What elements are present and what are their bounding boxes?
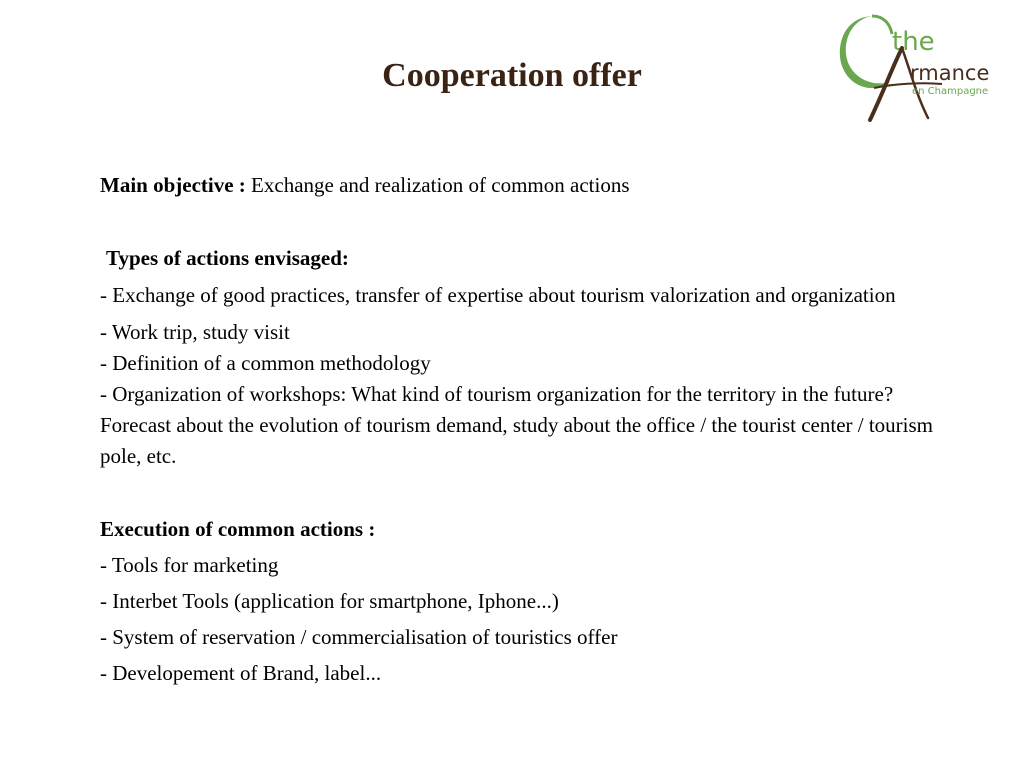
main-objective-text: Exchange and realization of common actions: [245, 173, 630, 197]
types-heading: Types of actions envisaged:: [106, 246, 349, 270]
execution-item: - Developement of Brand, label...: [100, 661, 382, 685]
logo-word-rmance: rmance: [910, 61, 990, 85]
types-item: - Exchange of good practices, transfer of expertise about tourism valorization and organization: [100, 283, 896, 307]
othe-armance-logo: [832, 8, 992, 124]
main-objective-label: Main objective :: [100, 173, 246, 197]
slide-content: [100, 170, 950, 694]
execution-item: - System of reservation / commercialisation of touristics offer: [100, 625, 618, 649]
types-item: - Organization of workshops: What kind of tourism organization for the territory in the future? Forecast about the evolution of tourism demand, study about the office / the tourist center / tourism pole, etc.: [100, 382, 934, 468]
types-item: - Definition of a common methodology: [100, 351, 431, 375]
types-item-group: [100, 317, 950, 472]
logo-word-the: the: [892, 27, 935, 57]
types-item: - Work trip, study visit: [100, 320, 290, 344]
logo-word-en-champagne: en Champagne: [912, 86, 989, 97]
execution-heading: Execution of common actions :: [100, 517, 376, 541]
execution-item: - Interbet Tools (application for smartphone, Iphone...): [100, 589, 559, 613]
execution-item: - Tools for marketing: [100, 553, 279, 577]
logo-green-arc: [840, 16, 890, 88]
slide-title: Cooperation offer: [382, 57, 642, 94]
main-objective: [100, 170, 950, 201]
